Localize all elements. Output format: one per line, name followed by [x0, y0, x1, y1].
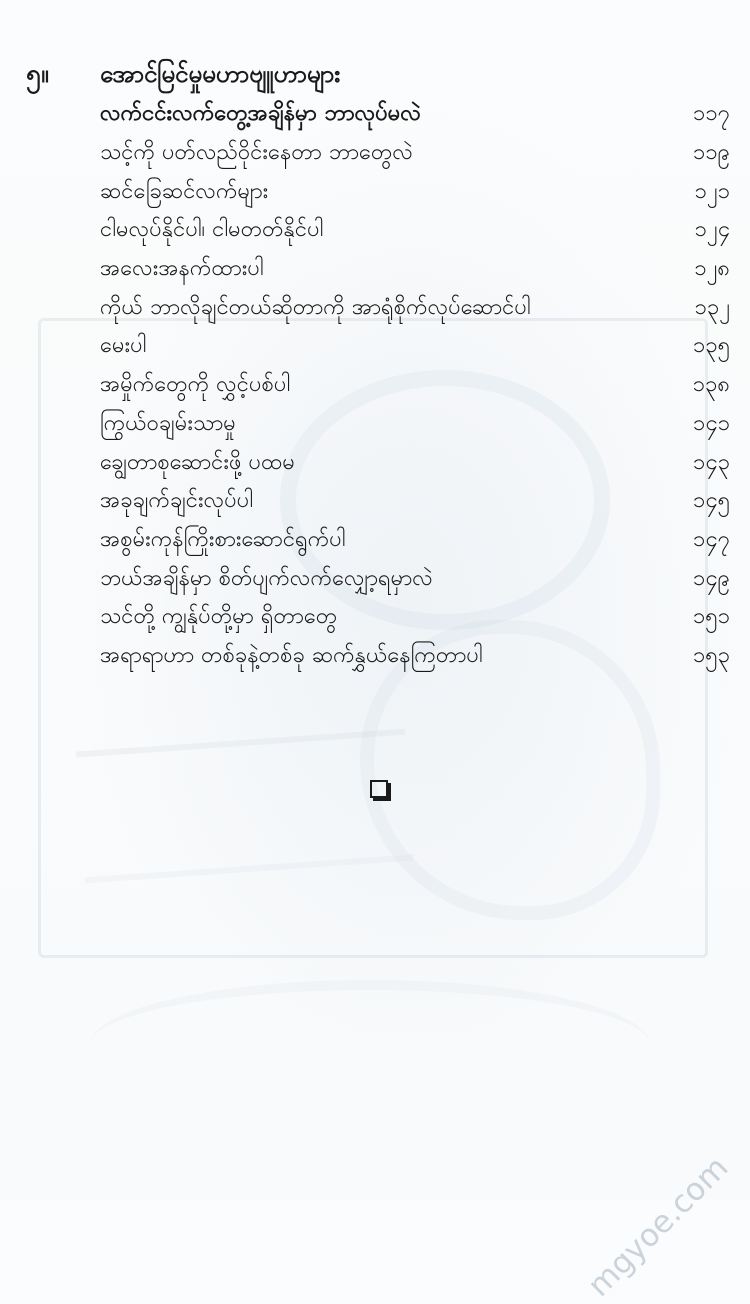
toc-row[interactable]	[100, 598, 730, 637]
background-illustration	[76, 729, 414, 884]
toc-row[interactable]	[100, 211, 730, 250]
watermark-text: mgyoe.com	[580, 1149, 735, 1304]
toc-entry-title: အခုချက်ချင်းလုပ်ပါ	[100, 488, 254, 514]
toc-page-number: ၁၄၉	[692, 565, 730, 591]
toc-page-number: ၁၂၄	[694, 217, 730, 243]
toc-entry-title: ကြွယ်ဝချမ်းသာမှု	[100, 410, 236, 436]
toc-row[interactable]	[100, 95, 730, 134]
toc-row[interactable]	[100, 482, 730, 521]
background-illustration	[90, 980, 650, 1110]
toc-row[interactable]	[100, 327, 730, 366]
section-end-square-icon	[370, 780, 388, 798]
toc-entry-title: သင်တို့ ကျွန်ုပ်တို့မှာ ရှိတာတွေ	[100, 604, 338, 630]
toc-page-number: ၁၂၁	[694, 178, 730, 204]
toc-entry-title: အရာရာဟာ တစ်ခုနဲ့တစ်ခု ဆက်နွှယ်နေကြတာပါ	[100, 642, 483, 668]
toc-entry-title: အမှိုက်တွေကို လွှင့်ပစ်ပါ	[100, 372, 291, 398]
toc-page-number: ၁၃၈	[692, 372, 730, 398]
toc-page-number: ၁၁၇	[692, 101, 730, 127]
toc-page-number: ၁၄၇	[692, 526, 730, 552]
chapter-number: ၅။	[26, 59, 50, 89]
table-of-contents	[100, 95, 730, 675]
toc-page-number: ၁၁၉	[692, 140, 730, 166]
toc-entry-title: ဆင်ခြေဆင်လက်များ	[100, 178, 269, 204]
toc-page-number: ၁၂၈	[694, 256, 730, 282]
toc-row[interactable]	[100, 172, 730, 211]
toc-page-number: ၁၃၅	[692, 333, 730, 359]
toc-entry-title: ငါမလုပ်နိုင်ပါ၊ ငါမတတ်နိုင်ပါ	[100, 217, 324, 243]
toc-entry-title: မေးပါ	[100, 333, 147, 359]
toc-row[interactable]	[100, 443, 730, 482]
toc-row[interactable]	[100, 405, 730, 444]
toc-row[interactable]	[100, 288, 730, 327]
toc-page-number: ၁၄၃	[692, 449, 730, 475]
toc-entry-title: သင့်ကို ပတ်လည်ဝိုင်းနေတာ ဘာတွေလဲ	[100, 140, 414, 166]
toc-entry-title: ချွေတာစုဆောင်းဖို့ ပထမ	[100, 449, 295, 475]
toc-page-number: ၁၄၁	[692, 410, 730, 436]
toc-page-number: ၁၄၅	[692, 488, 730, 514]
toc-row[interactable]	[100, 250, 730, 289]
toc-row[interactable]	[100, 521, 730, 560]
toc-row[interactable]	[100, 366, 730, 405]
toc-page-number: ၁၅၁	[692, 604, 730, 630]
chapter-title: အောင်မြင်မှုမဟာဗျူဟာများ	[100, 60, 341, 88]
toc-row[interactable]	[100, 559, 730, 598]
toc-entry-title: အလေးအနက်ထားပါ	[100, 256, 264, 282]
toc-row[interactable]	[100, 637, 730, 676]
toc-page-number: ၁၅၃	[692, 642, 730, 668]
toc-entry-title: ဘယ်အချိန်မှာ စိတ်ပျက်လက်လျှော့ရမှာလဲ	[100, 565, 433, 591]
toc-entry-title: လက်ငင်းလက်တွေ့အချိန်မှာ ဘာလုပ်မလဲ	[100, 101, 421, 127]
toc-entry-title: ကိုယ် ဘာလိုချင်တယ်ဆိုတာကို အာရုံစိုက်လုပ်ဆောင်ပါ	[100, 294, 531, 320]
toc-page-number: ၁၃၂	[694, 294, 730, 320]
toc-entry-title: အစွမ်းကုန်ကြိုးစားဆောင်ရွက်ပါ	[100, 526, 346, 552]
toc-row[interactable]	[100, 134, 730, 173]
